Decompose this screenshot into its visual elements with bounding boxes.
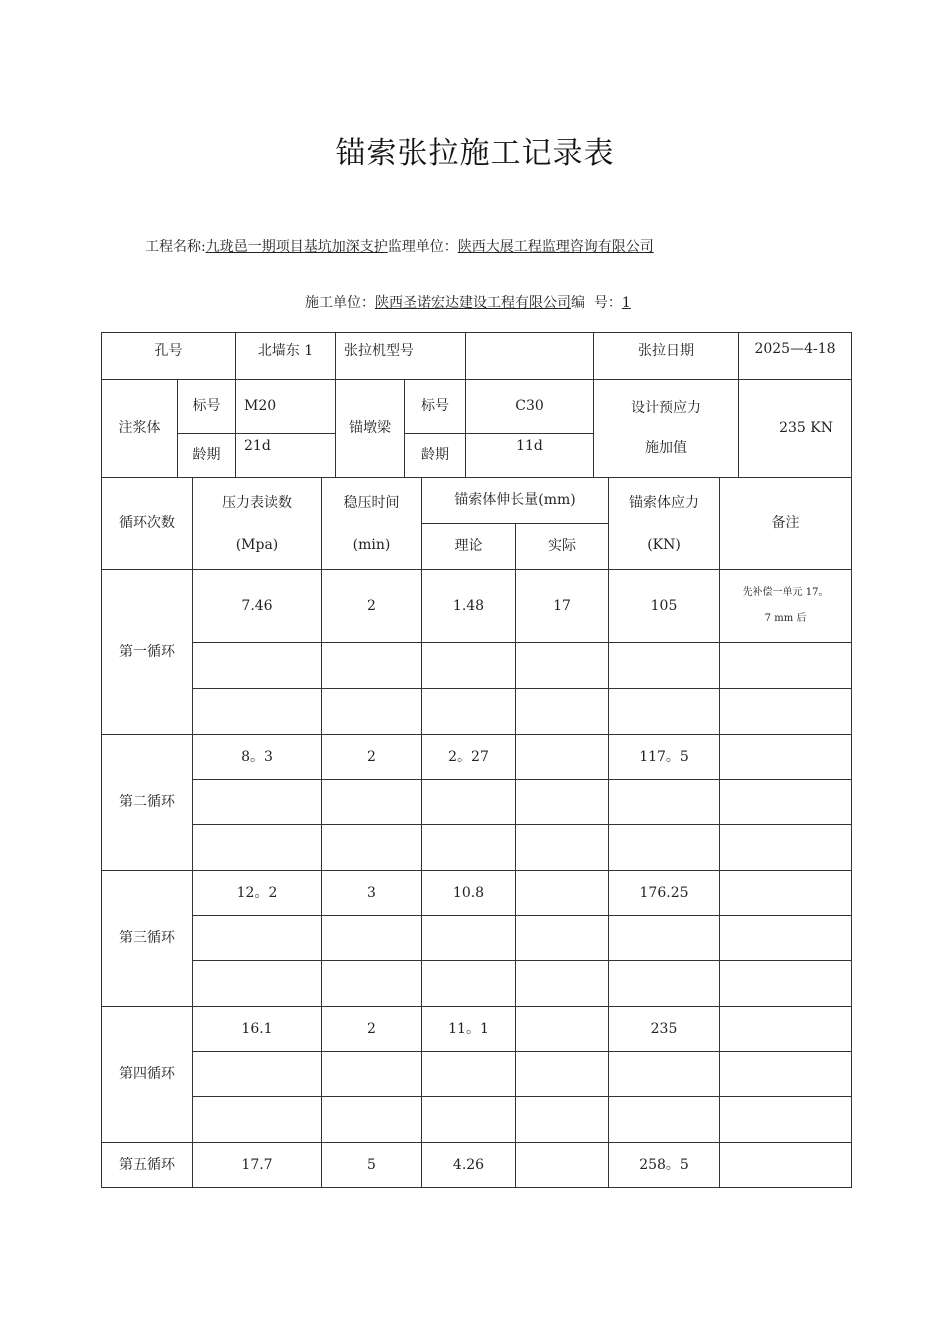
stress-cell: 235: [609, 1007, 720, 1052]
actual-cell: [516, 871, 609, 916]
pier-age-value: 11d: [466, 434, 594, 478]
hold-cell: 3: [322, 871, 422, 916]
pressure-cell: 17.7: [193, 1143, 322, 1188]
actual-cell: [516, 1143, 609, 1188]
table-row: [102, 735, 852, 780]
table-row: [102, 1097, 852, 1143]
table-row: [102, 961, 852, 1007]
col-pressure-unit: (Mpa): [235, 536, 279, 553]
col-stress-label: 锚索体应力: [629, 494, 700, 511]
supervisor-label: 监理单位：: [387, 239, 458, 255]
cycle-label: 第一循环: [102, 570, 193, 735]
date-label: 张拉日期: [594, 333, 739, 380]
pier-label: 锚墩梁: [336, 380, 405, 478]
construction-info-line: [305, 292, 631, 312]
col-cycle: 循环次数: [102, 478, 193, 570]
cycle-label: 第二循环: [102, 735, 193, 871]
stress-cell: 258。5: [609, 1143, 720, 1188]
col-hold: [322, 478, 422, 570]
project-name-value: 九珑邑一期项目基坑加深支护: [205, 239, 388, 255]
hold-cell: 5: [322, 1143, 422, 1188]
cycle-label: 第五循环: [102, 1143, 193, 1188]
design-stress-label-1: 设计预应力: [631, 400, 701, 417]
remark-cell: [720, 735, 852, 780]
construction-unit-label: 施工单位：: [305, 295, 375, 311]
col-actual: 实际: [516, 524, 609, 570]
pressure-cell: 16.1: [193, 1007, 322, 1052]
record-number-value: 1: [621, 295, 631, 311]
table-row: [102, 825, 852, 871]
pier-grade-value: C30: [466, 380, 594, 434]
table-row: [102, 871, 852, 916]
machine-label: 张拉机型号: [336, 333, 466, 380]
col-pressure-label: 压力表读数: [222, 494, 292, 511]
design-stress-value: 235 KN: [739, 380, 852, 478]
grout-grade-label: 标号: [178, 380, 236, 434]
hole-value: 北墙东 1: [236, 333, 336, 380]
project-info-line: [145, 236, 654, 256]
pier-grade-label: 标号: [405, 380, 466, 434]
remark-cell: [720, 871, 852, 916]
pier-age-label: 龄期: [405, 434, 466, 478]
remark-line-1: 先补偿一单元 17。: [742, 587, 829, 598]
col-remark: 备注: [720, 478, 852, 570]
col-elongation: 锚索体伸长量(mm): [422, 478, 609, 524]
actual-cell: 17: [516, 570, 609, 643]
header-table: [101, 332, 852, 478]
cycle-label: 第三循环: [102, 871, 193, 1007]
record-number-label: 编 号：: [571, 295, 622, 311]
remark-cell: [720, 1007, 852, 1052]
actual-cell: [516, 735, 609, 780]
pressure-cell: 12。2: [193, 871, 322, 916]
construction-unit-value: 陕西圣诺宏达建设工程有限公司: [375, 295, 571, 311]
page-title: 锚索张拉施工记录表: [335, 136, 615, 171]
theory-cell: 1.48: [422, 570, 516, 643]
col-stress-unit: (KN): [647, 536, 681, 553]
table-row: [102, 780, 852, 825]
table-row: [102, 570, 852, 643]
theory-cell: 2。27: [422, 735, 516, 780]
machine-value: [466, 333, 594, 380]
pressure-cell: 8。3: [193, 735, 322, 780]
grout-age-label: 龄期: [178, 434, 236, 478]
stress-cell: 117。5: [609, 735, 720, 780]
supervisor-value: 陕西大展工程监理咨询有限公司: [457, 239, 654, 255]
hole-label: 孔号: [102, 333, 236, 380]
project-name-label: 工程名称:: [145, 239, 206, 255]
stress-cell: 105: [609, 570, 720, 643]
col-stress: [609, 478, 720, 570]
stress-cell: 176.25: [609, 871, 720, 916]
pressure-cell: 7.46: [193, 570, 322, 643]
cycle-label: 第四循环: [102, 1007, 193, 1143]
table-row: [102, 1052, 852, 1097]
theory-cell: 4.26: [422, 1143, 516, 1188]
table-row: [102, 643, 852, 689]
remark-cell: [720, 570, 852, 643]
actual-cell: [516, 1007, 609, 1052]
hold-cell: 2: [322, 570, 422, 643]
hold-cell: 2: [322, 735, 422, 780]
cycle-table: [101, 477, 852, 1188]
table-row: [102, 689, 852, 735]
design-stress-label: [594, 380, 739, 478]
col-theory: 理论: [422, 524, 516, 570]
col-hold-label: 稳压时间: [343, 494, 400, 511]
date-value: 2025—4-18: [739, 333, 852, 380]
theory-cell: 11。1: [422, 1007, 516, 1052]
design-stress-label-2: 施加值: [645, 439, 687, 456]
grout-grade-value: M20: [236, 380, 336, 434]
table-row: [102, 1143, 852, 1188]
grout-label: 注浆体: [102, 380, 178, 478]
table-row: [102, 916, 852, 961]
grout-age-value: 21d: [236, 434, 336, 478]
hold-cell: 2: [322, 1007, 422, 1052]
remark-line-2: 7 mm 后: [764, 613, 807, 624]
col-pressure: [193, 478, 322, 570]
theory-cell: 10.8: [422, 871, 516, 916]
remark-cell: [720, 1143, 852, 1188]
table-row: [102, 1007, 852, 1052]
col-hold-unit: (min): [352, 536, 391, 553]
